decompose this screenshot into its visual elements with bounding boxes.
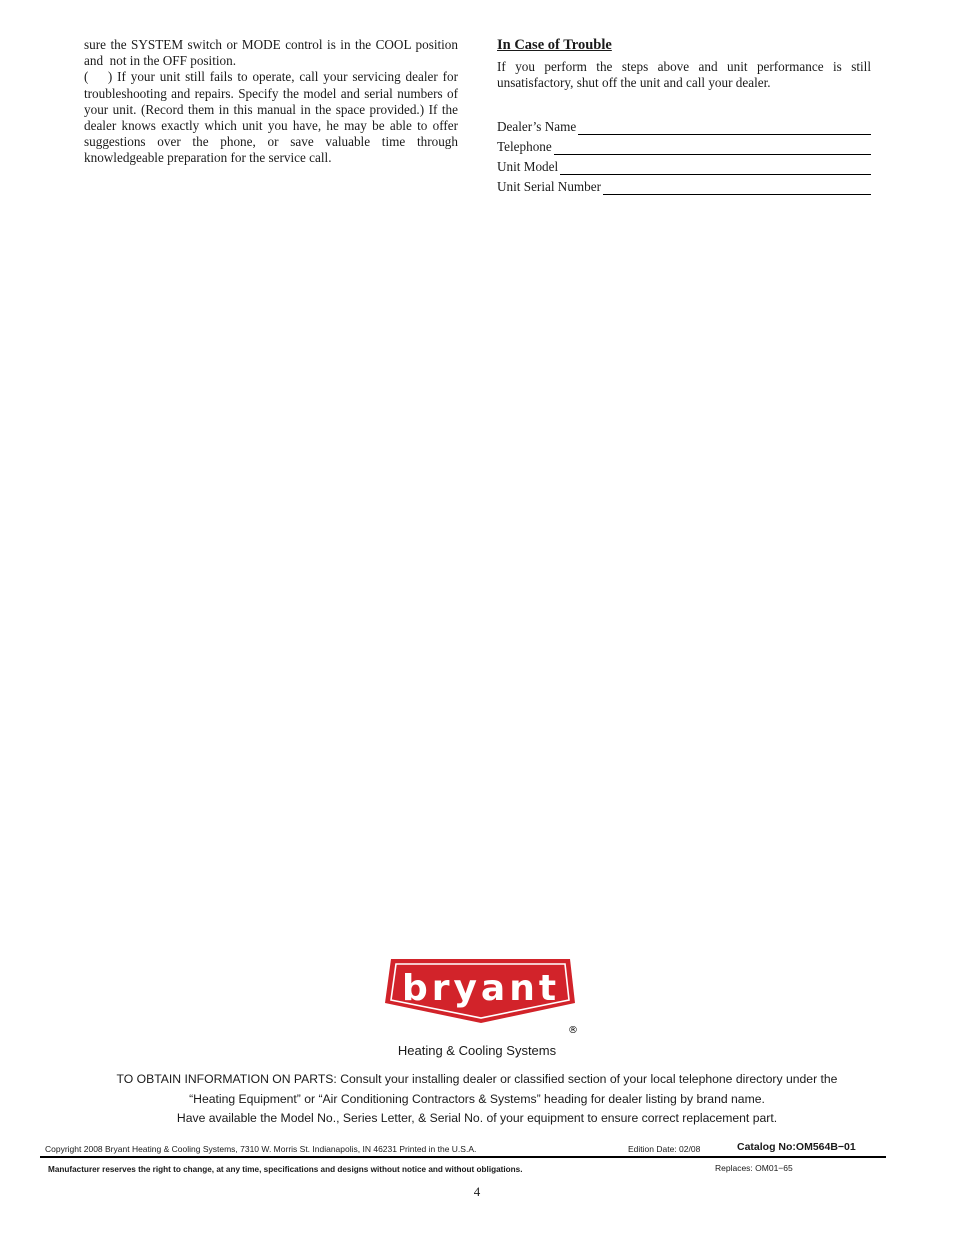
right-column	[497, 37, 871, 195]
parts-info-line-3: Have available the Model No., Series Letter, & Serial No. of your equipment to ensure correct replacement part.	[176, 1111, 778, 1125]
replaces-text: Replaces: OM01−65	[715, 1163, 793, 1173]
telephone-line	[554, 140, 871, 155]
dealer-name-line	[578, 120, 871, 135]
catalog-number: Catalog No:OM564B−01	[737, 1141, 856, 1153]
unit-serial-field	[497, 175, 871, 195]
left-column	[84, 37, 465, 167]
footer-top-row	[45, 1140, 885, 1156]
footer-divider	[40, 1156, 886, 1158]
footer-bottom-row	[48, 1162, 888, 1176]
trouble-heading: In Case of Trouble	[497, 37, 612, 53]
copyright-text: Copyright 2008 Bryant Heating & Cooling Systems, 7310 W. Morris St. Indianapolis, IN 46231 Printed in the U.S.A.	[45, 1144, 477, 1154]
disclaimer-text: Manufacturer reserves the right to change, at any time, specifications and designs without notice and without obligations.	[48, 1165, 523, 1174]
page-number: 4	[473, 1184, 481, 1199]
unit-serial-label: Unit Serial Number	[497, 179, 602, 195]
fails-to-operate-paragraph: ( ) If your unit still fails to operate, call your servicing dealer for troubleshooting and repairs. Specify the model and serial numbers of your unit. (Record them in this manual in the space provided.) If the dealer knows exactly which unit you have, he may be able to offer suggestions over the phone, or save valuable time through knowledgeable preparation for the service call.	[84, 69, 462, 166]
cool-position-paragraph: sure the SYSTEM switch or MODE control is in the COOL position and not in the OFF position.	[84, 37, 465, 69]
telephone-field	[497, 135, 871, 155]
bryant-logo	[383, 957, 578, 1039]
logo-wordmark: bryant	[401, 968, 561, 1009]
parts-info-line-2: “Heating Equipment” or “Air Conditioning Contractors & Systems” heading for dealer listing by brand name.	[189, 1091, 765, 1106]
unit-model-label: Unit Model	[497, 159, 559, 175]
telephone-label: Telephone	[497, 139, 552, 155]
registered-mark: ®	[568, 1025, 578, 1036]
logo-caption: Heating & Cooling Systems	[397, 1043, 557, 1058]
unit-serial-line	[603, 180, 871, 195]
edition-date: Edition Date: 02/08	[628, 1144, 701, 1154]
unit-model-field	[497, 155, 871, 175]
dealer-name-label: Dealer’s Name	[497, 119, 577, 135]
dealer-info-form	[497, 115, 871, 195]
parts-info-line-1: TO OBTAIN INFORMATION ON PARTS: Consult your installing dealer or classified section of your local telephone directory under the	[116, 1072, 838, 1086]
trouble-paragraph: If you perform the steps above and unit performance is still unsatisfactory, shut off the unit and call your dealer.	[497, 59, 871, 91]
dealer-name-field	[497, 115, 871, 135]
unit-model-line	[560, 160, 871, 175]
parts-information	[60, 1070, 894, 1129]
